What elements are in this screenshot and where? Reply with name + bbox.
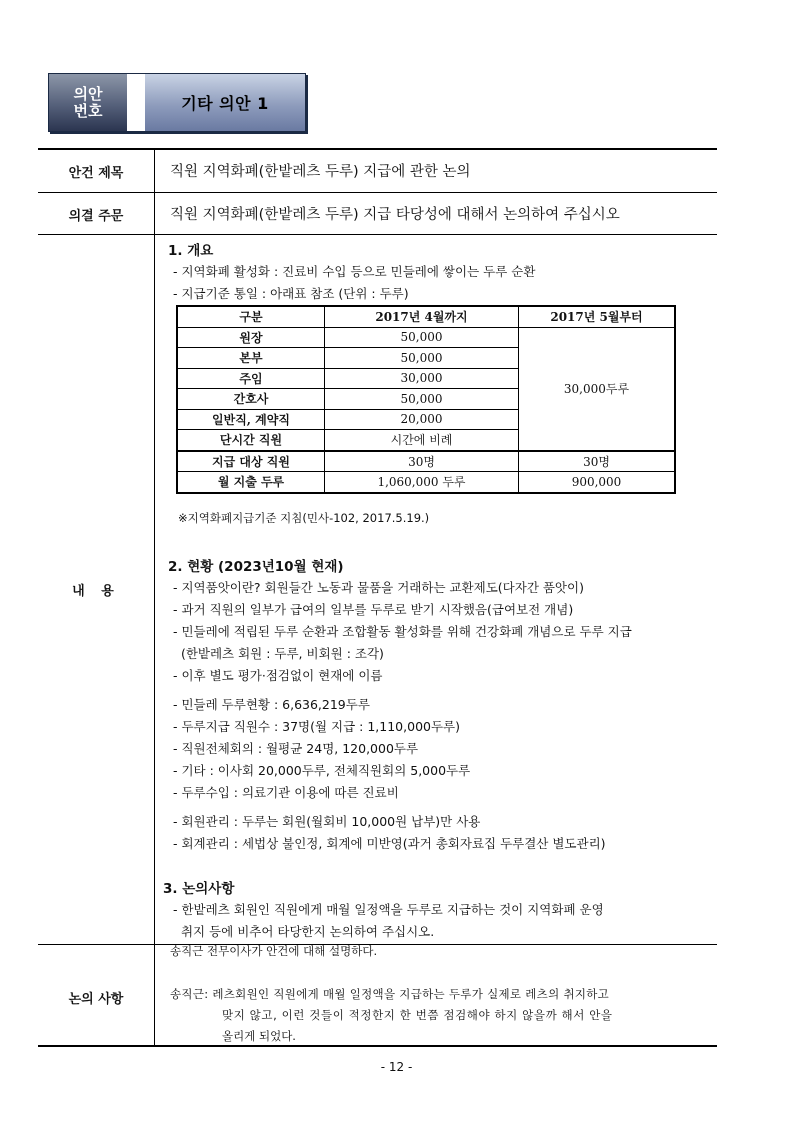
section-2c-line: - 회원관리 : 두루는 회원(월회비 10,000원 납부)만 사용 [173, 814, 481, 829]
table-cell-category: 일반직, 계약직 [178, 409, 325, 430]
table-cell-before: 시간에 비례 [325, 430, 519, 451]
section-1-title: 1. 개요 [168, 243, 214, 259]
agenda-number-title: 기타 의안 1 [145, 74, 305, 131]
table-cell-target-before: 30명 [325, 451, 519, 472]
table-cell-target-label: 지급 대상 직원 [178, 451, 325, 472]
table-cell-before: 50,000 [325, 348, 519, 369]
agenda-number-badge [48, 73, 306, 132]
table-cell-category: 단시간 직원 [178, 430, 325, 451]
table-cell-monthly-before: 1,060,000 두루 [325, 472, 519, 493]
section-2-line: - 과거 직원의 일부가 급여의 일부를 두루로 받기 시작했음(급여보전 개념) [173, 602, 574, 617]
content-label: 내 용 [72, 584, 120, 599]
section-2b-line: - 직원전체회의 : 월평균 24명, 120,000두루 [173, 741, 419, 756]
table-cell-before: 30,000 [325, 368, 519, 389]
discussion-label: 논의 사항 [68, 992, 124, 1007]
section-2c-line: - 회계관리 : 세법상 불인정, 회계에 미반영(과거 총회자료집 두루결산 별도관리) [173, 836, 606, 851]
resolution-label: 의결 주문 [68, 209, 124, 224]
section-2-line: - 이후 별도 평가·점검없이 현재에 이름 [173, 668, 383, 683]
section-2-line: (한밭레츠 회원 : 두루, 비회원 : 조각) [173, 646, 384, 661]
section-1-line-1: - 지역화폐 활성화 : 진료비 수입 등으로 민들레에 쌓이는 두루 순환 [173, 264, 536, 279]
payment-standard-table [177, 306, 675, 493]
table-header-category: 구분 [178, 307, 325, 328]
section-3-title: 3. 논의사항 [163, 881, 235, 897]
table-cell-before: 50,000 [325, 389, 519, 410]
section-2-title: 2. 현황 (2023년10월 현재) [168, 559, 344, 575]
section-2b-line: - 민들레 두루현황 : 6,636,219두루 [173, 697, 370, 712]
table-cell-before: 50,000 [325, 327, 519, 348]
section-2b-line: - 두루지급 직원수 : 37명(월 지급 : 1,110,000두루) [173, 719, 460, 734]
table-cell-category: 본부 [178, 348, 325, 369]
table-row-target [178, 451, 675, 472]
table-bottom-border [38, 1045, 717, 1047]
table-cell-category: 원장 [178, 327, 325, 348]
table-cell-monthly-label: 월 지출 두루 [178, 472, 325, 493]
row-divider-1 [38, 192, 717, 193]
badge-gap [127, 74, 145, 131]
discussion-line-3: 맞지 않고, 이런 것들이 적정한지 한 번쯤 점검해야 하지 않을까 해서 안을 [222, 1008, 613, 1022]
table-cell-monthly-after: 900,000 [519, 472, 675, 493]
discussion-line-1: 송직근 전무이사가 안건에 대해 설명하다. [170, 944, 378, 958]
agenda-title-label: 안건 제목 [68, 166, 124, 181]
row-divider-3 [38, 944, 717, 945]
discussion-line-2: 송직근: 레츠회원인 직원에게 매월 일정액을 지급하는 두루가 실제로 레츠의 취지하고 [170, 987, 610, 1001]
page-number: - 12 - [380, 1060, 413, 1074]
resolution-text: 직원 지역화폐(한밭레츠 두루) 지급 타당성에 대해서 논의하여 주십시오 [170, 207, 620, 223]
table-cell-before: 20,000 [325, 409, 519, 430]
table-row-monthly [178, 472, 675, 493]
table-cell-target-after: 30명 [519, 451, 675, 472]
table-top-border [38, 148, 717, 150]
table-cell-category: 간호사 [178, 389, 325, 410]
table-row [178, 327, 675, 348]
row-divider-2 [38, 234, 717, 235]
section-2-line: - 민들레에 적립된 두루 순환과 조합활동 활성화를 위해 건강화폐 개념으로 두루 지급 [173, 624, 632, 639]
column-divider [154, 149, 155, 1045]
table-header-before: 2017년 4월까지 [325, 307, 519, 328]
table-header-row [178, 307, 675, 328]
section-2b-line: - 기타 : 이사회 20,000두루, 전체직원회의 5,000두루 [173, 763, 471, 778]
guideline-note: ※지역화폐지급기준 지침(민사-102, 2017.5.19.) [178, 511, 430, 525]
section-2b-line: - 두루수입 : 의료기관 이용에 따른 진료비 [173, 785, 399, 800]
table-cell-after-merged: 30,000두루 [519, 327, 675, 451]
agenda-number-label [49, 74, 127, 131]
table-cell-category: 주임 [178, 368, 325, 389]
agenda-title: 직원 지역화폐(한밭레츠 두루) 지급에 관한 논의 [170, 164, 471, 180]
agenda-number-label-line1: 의안 [73, 84, 103, 103]
agenda-number-label-line2: 번호 [73, 101, 103, 120]
section-3-line-2: 취지 등에 비추어 타당한지 논의하여 주십시오. [173, 924, 435, 939]
section-3-line-1: - 한밭레츠 회원인 직원에게 매월 일정액을 두루로 지급하는 것이 지역화폐 운영 [173, 902, 604, 917]
section-1-line-2: - 지급기준 통일 : 아래표 참조 (단위 : 두루) [173, 286, 409, 301]
discussion-line-4: 올리게 되었다. [222, 1029, 296, 1043]
table-header-after: 2017년 5월부터 [519, 307, 675, 328]
section-2-line: - 지역품앗이란? 회원들간 노동과 물품을 거래하는 교환제도(다자간 품앗이) [173, 580, 584, 595]
